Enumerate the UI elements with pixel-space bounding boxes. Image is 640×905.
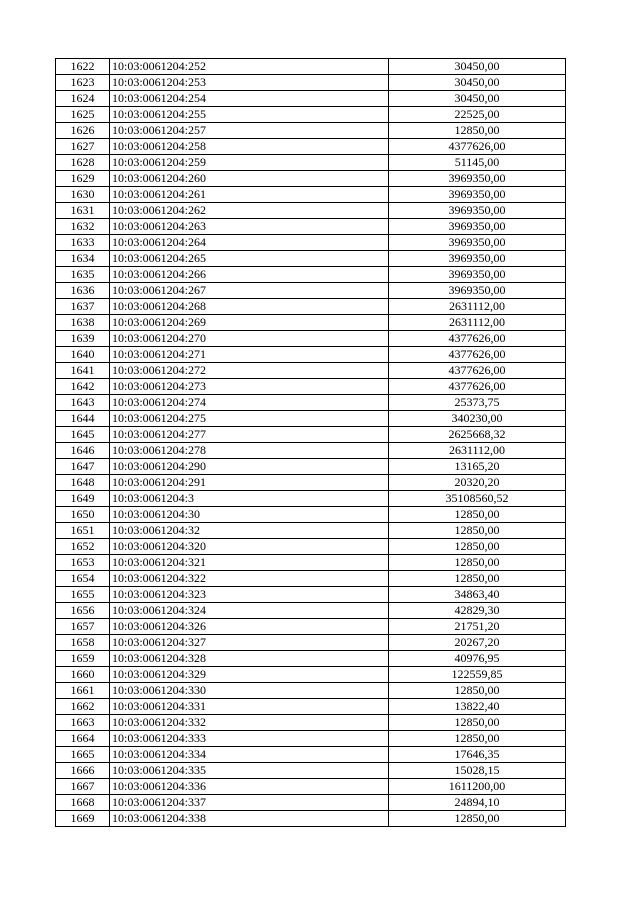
- cadastral-number: 10:03:0061204:322: [110, 571, 389, 587]
- cadastral-value: 20267,20: [389, 635, 566, 651]
- cadastral-value: 20320,20: [389, 475, 566, 491]
- cadastral-number: 10:03:0061204:259: [110, 155, 389, 171]
- cadastral-value: 30450,00: [389, 59, 566, 75]
- cadastral-number: 10:03:0061204:261: [110, 187, 389, 203]
- row-number: 1657: [56, 619, 110, 635]
- cadastral-number: 10:03:0061204:334: [110, 747, 389, 763]
- table-row: [56, 507, 566, 523]
- table-row: [56, 427, 566, 443]
- table-row: [56, 155, 566, 171]
- cadastral-value: 2631112,00: [389, 315, 566, 331]
- row-number: 1625: [56, 107, 110, 123]
- cadastral-value: 25373,75: [389, 395, 566, 411]
- table-row: [56, 779, 566, 795]
- row-number: 1626: [56, 123, 110, 139]
- cadastral-value: 2625668,32: [389, 427, 566, 443]
- table-row: [56, 459, 566, 475]
- cadastral-value: 4377626,00: [389, 347, 566, 363]
- cadastral-number: 10:03:0061204:272: [110, 363, 389, 379]
- cadastral-value: 3969350,00: [389, 235, 566, 251]
- table-row: [56, 443, 566, 459]
- cadastral-number: 10:03:0061204:270: [110, 331, 389, 347]
- row-number: 1640: [56, 347, 110, 363]
- row-number: 1650: [56, 507, 110, 523]
- cadastral-number: 10:03:0061204:336: [110, 779, 389, 795]
- row-number: 1659: [56, 651, 110, 667]
- cadastral-value: 3969350,00: [389, 267, 566, 283]
- cadastral-value: 3969350,00: [389, 203, 566, 219]
- cadastral-number: 10:03:0061204:327: [110, 635, 389, 651]
- cadastral-number: 10:03:0061204:338: [110, 811, 389, 827]
- table-row: [56, 379, 566, 395]
- cadastral-number: 10:03:0061204:252: [110, 59, 389, 75]
- cadastral-number: 10:03:0061204:324: [110, 603, 389, 619]
- row-number: 1644: [56, 411, 110, 427]
- row-number: 1643: [56, 395, 110, 411]
- row-number: 1638: [56, 315, 110, 331]
- table-row: [56, 123, 566, 139]
- cadastral-number: 10:03:0061204:253: [110, 75, 389, 91]
- row-number: 1667: [56, 779, 110, 795]
- cadastral-number: 10:03:0061204:333: [110, 731, 389, 747]
- table-row: [56, 747, 566, 763]
- row-number: 1637: [56, 299, 110, 315]
- row-number: 1639: [56, 331, 110, 347]
- cadastral-value: 4377626,00: [389, 363, 566, 379]
- row-number: 1630: [56, 187, 110, 203]
- cadastral-number: 10:03:0061204:291: [110, 475, 389, 491]
- cadastral-number: 10:03:0061204:254: [110, 91, 389, 107]
- cadastral-value: 12850,00: [389, 811, 566, 827]
- row-number: 1641: [56, 363, 110, 379]
- cadastral-number: 10:03:0061204:278: [110, 443, 389, 459]
- row-number: 1631: [56, 203, 110, 219]
- table-row: [56, 283, 566, 299]
- table-row: [56, 267, 566, 283]
- cadastral-value: 12850,00: [389, 731, 566, 747]
- table-row: [56, 603, 566, 619]
- cadastral-number: 10:03:0061204:332: [110, 715, 389, 731]
- cadastral-value: 17646,35: [389, 747, 566, 763]
- cadastral-number: 10:03:0061204:264: [110, 235, 389, 251]
- row-number: 1647: [56, 459, 110, 475]
- table-row: [56, 795, 566, 811]
- cadastral-number: 10:03:0061204:330: [110, 683, 389, 699]
- cadastral-value: 40976,95: [389, 651, 566, 667]
- table-body: [56, 59, 566, 827]
- table-row: [56, 203, 566, 219]
- cadastral-value: 51145,00: [389, 155, 566, 171]
- row-number: 1652: [56, 539, 110, 555]
- row-number: 1661: [56, 683, 110, 699]
- row-number: 1654: [56, 571, 110, 587]
- cadastral-value: 12850,00: [389, 523, 566, 539]
- cadastral-number: 10:03:0061204:255: [110, 107, 389, 123]
- cadastral-value: 34863,40: [389, 587, 566, 603]
- cadastral-value: 15028,15: [389, 763, 566, 779]
- cadastral-number: 10:03:0061204:320: [110, 539, 389, 555]
- row-number: 1645: [56, 427, 110, 443]
- cadastral-value-table: [55, 58, 566, 827]
- cadastral-number: 10:03:0061204:269: [110, 315, 389, 331]
- table-row: [56, 395, 566, 411]
- row-number: 1627: [56, 139, 110, 155]
- row-number: 1664: [56, 731, 110, 747]
- table-row: [56, 347, 566, 363]
- table-row: [56, 683, 566, 699]
- table-row: [56, 635, 566, 651]
- table-row: [56, 587, 566, 603]
- cadastral-value: 12850,00: [389, 571, 566, 587]
- table-row: [56, 299, 566, 315]
- cadastral-number: 10:03:0061204:275: [110, 411, 389, 427]
- table-row: [56, 475, 566, 491]
- cadastral-number: 10:03:0061204:277: [110, 427, 389, 443]
- cadastral-value: 21751,20: [389, 619, 566, 635]
- cadastral-value: 2631112,00: [389, 443, 566, 459]
- row-number: 1666: [56, 763, 110, 779]
- cadastral-value: 12850,00: [389, 715, 566, 731]
- row-number: 1622: [56, 59, 110, 75]
- cadastral-number: 10:03:0061204:268: [110, 299, 389, 315]
- table-row: [56, 139, 566, 155]
- table-row: [56, 75, 566, 91]
- cadastral-number: 10:03:0061204:3: [110, 491, 389, 507]
- table-row: [56, 555, 566, 571]
- table-row: [56, 251, 566, 267]
- cadastral-value: 42829,30: [389, 603, 566, 619]
- cadastral-number: 10:03:0061204:262: [110, 203, 389, 219]
- row-number: 1656: [56, 603, 110, 619]
- cadastral-number: 10:03:0061204:337: [110, 795, 389, 811]
- cadastral-number: 10:03:0061204:260: [110, 171, 389, 187]
- cadastral-value: 2631112,00: [389, 299, 566, 315]
- cadastral-number: 10:03:0061204:331: [110, 699, 389, 715]
- row-number: 1623: [56, 75, 110, 91]
- table-row: [56, 763, 566, 779]
- cadastral-value: 4377626,00: [389, 139, 566, 155]
- row-number: 1660: [56, 667, 110, 683]
- table-row: [56, 619, 566, 635]
- table-row: [56, 315, 566, 331]
- row-number: 1668: [56, 795, 110, 811]
- cadastral-number: 10:03:0061204:273: [110, 379, 389, 395]
- table-row: [56, 187, 566, 203]
- table-row: [56, 235, 566, 251]
- cadastral-number: 10:03:0061204:274: [110, 395, 389, 411]
- table-row: [56, 651, 566, 667]
- table-row: [56, 731, 566, 747]
- table-row: [56, 219, 566, 235]
- cadastral-value: 12850,00: [389, 123, 566, 139]
- row-number: 1651: [56, 523, 110, 539]
- cadastral-value: 24894,10: [389, 795, 566, 811]
- cadastral-number: 10:03:0061204:30: [110, 507, 389, 523]
- cadastral-number: 10:03:0061204:326: [110, 619, 389, 635]
- cadastral-number: 10:03:0061204:257: [110, 123, 389, 139]
- cadastral-number: 10:03:0061204:290: [110, 459, 389, 475]
- row-number: 1633: [56, 235, 110, 251]
- table-row: [56, 811, 566, 827]
- cadastral-value: 12850,00: [389, 539, 566, 555]
- row-number: 1649: [56, 491, 110, 507]
- table-row: [56, 715, 566, 731]
- cadastral-value: 13165,20: [389, 459, 566, 475]
- cadastral-number: 10:03:0061204:267: [110, 283, 389, 299]
- row-number: 1665: [56, 747, 110, 763]
- row-number: 1658: [56, 635, 110, 651]
- table-row: [56, 523, 566, 539]
- row-number: 1628: [56, 155, 110, 171]
- row-number: 1629: [56, 171, 110, 187]
- cadastral-number: 10:03:0061204:329: [110, 667, 389, 683]
- table-row: [56, 331, 566, 347]
- cadastral-value: 3969350,00: [389, 219, 566, 235]
- cadastral-number: 10:03:0061204:271: [110, 347, 389, 363]
- table-row: [56, 571, 566, 587]
- row-number: 1646: [56, 443, 110, 459]
- table-row: [56, 539, 566, 555]
- cadastral-number: 10:03:0061204:258: [110, 139, 389, 155]
- row-number: 1648: [56, 475, 110, 491]
- cadastral-value: 4377626,00: [389, 379, 566, 395]
- cadastral-value: 12850,00: [389, 507, 566, 523]
- cadastral-value: 13822,40: [389, 699, 566, 715]
- cadastral-number: 10:03:0061204:266: [110, 267, 389, 283]
- cadastral-number: 10:03:0061204:321: [110, 555, 389, 571]
- cadastral-value: 12850,00: [389, 683, 566, 699]
- cadastral-value: 3969350,00: [389, 251, 566, 267]
- row-number: 1663: [56, 715, 110, 731]
- row-number: 1669: [56, 811, 110, 827]
- cadastral-number: 10:03:0061204:328: [110, 651, 389, 667]
- table-row: [56, 59, 566, 75]
- cadastral-value: 1611200,00: [389, 779, 566, 795]
- table-row: [56, 91, 566, 107]
- cadastral-value: 12850,00: [389, 555, 566, 571]
- row-number: 1653: [56, 555, 110, 571]
- cadastral-number: 10:03:0061204:263: [110, 219, 389, 235]
- table-row: [56, 491, 566, 507]
- row-number: 1634: [56, 251, 110, 267]
- cadastral-value: 22525,00: [389, 107, 566, 123]
- table-row: [56, 363, 566, 379]
- row-number: 1624: [56, 91, 110, 107]
- cadastral-value: 122559,85: [389, 667, 566, 683]
- table-row: [56, 411, 566, 427]
- row-number: 1642: [56, 379, 110, 395]
- cadastral-value: 30450,00: [389, 91, 566, 107]
- cadastral-number: 10:03:0061204:32: [110, 523, 389, 539]
- cadastral-value: 340230,00: [389, 411, 566, 427]
- table-row: [56, 171, 566, 187]
- table-row: [56, 667, 566, 683]
- cadastral-number: 10:03:0061204:335: [110, 763, 389, 779]
- table-row: [56, 107, 566, 123]
- cadastral-number: 10:03:0061204:265: [110, 251, 389, 267]
- row-number: 1636: [56, 283, 110, 299]
- cadastral-value: 35108560,52: [389, 491, 566, 507]
- cadastral-value: 30450,00: [389, 75, 566, 91]
- cadastral-value: 4377626,00: [389, 331, 566, 347]
- cadastral-number: 10:03:0061204:323: [110, 587, 389, 603]
- row-number: 1635: [56, 267, 110, 283]
- cadastral-value: 3969350,00: [389, 283, 566, 299]
- row-number: 1632: [56, 219, 110, 235]
- row-number: 1655: [56, 587, 110, 603]
- row-number: 1662: [56, 699, 110, 715]
- cadastral-value: 3969350,00: [389, 187, 566, 203]
- table-row: [56, 699, 566, 715]
- cadastral-value: 3969350,00: [389, 171, 566, 187]
